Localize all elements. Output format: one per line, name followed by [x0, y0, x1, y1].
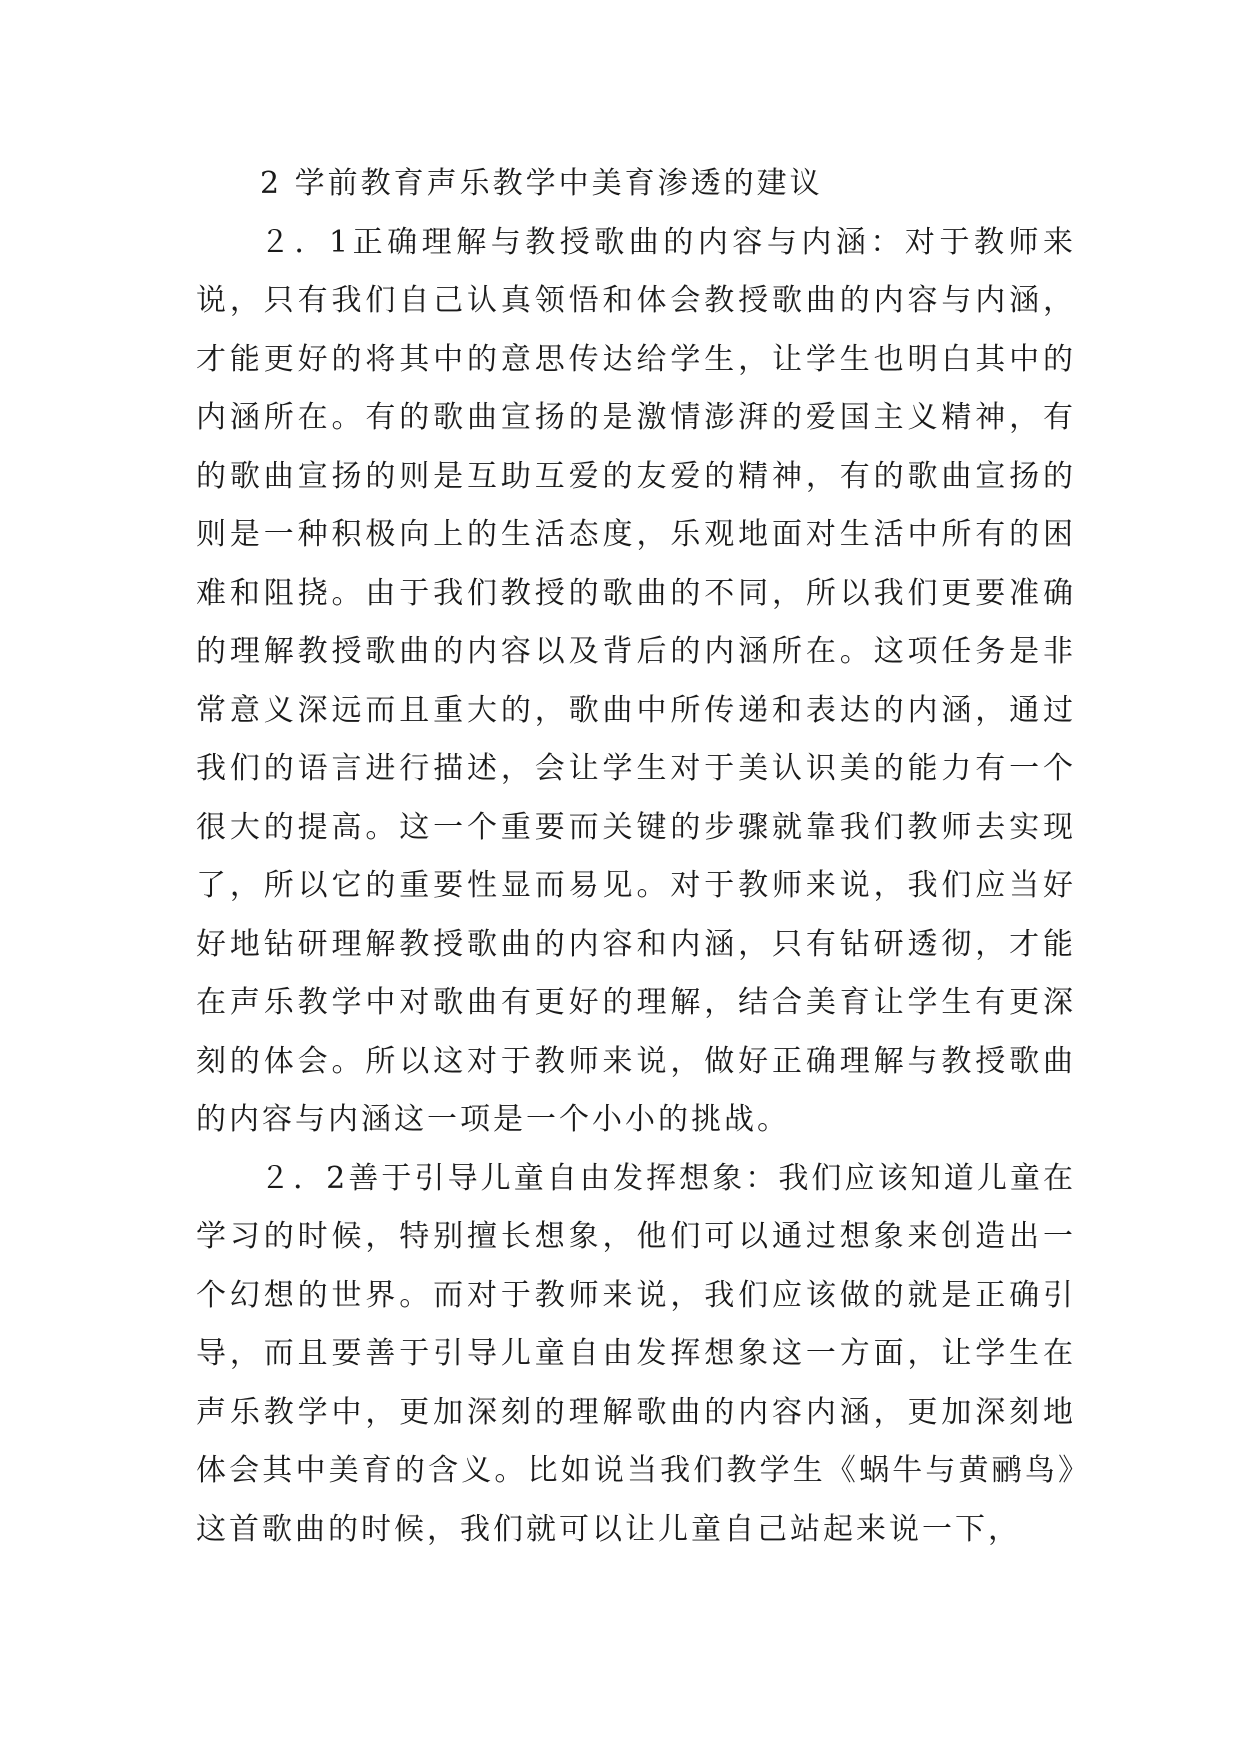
paragraph-2-1: ２．1正确理解与教授歌曲的内容与内涵：对于教师来说，只有我们自己认真领悟和体会教授歌曲的内容与内涵，才能更好的将其中的意思传达给学生，让学生也明白其中的内涵所在。有的歌曲宣扬的是激情澎湃的爱国主义精神，有的歌曲宣扬的则是互助互爱的友爱的精神，有的歌曲宣扬的则是一种积极向上的生活态度，乐观地面对生活中所有的困难和阻挠。由于我们教授的歌曲的不同，所以我们更要准确的理解教授歌曲的内容以及背后的内涵所在。这项任务是非常意义深远而且重大的，歌曲中所传递和表达的内涵，通过我们的语言进行描述，会让学生对于美认识美的能力有一个很大的提高。这一个重要而关键的步骤就靠我们教师去实现了，所以它的重要性显而易见。对于教师来说，我们应当好好地钻研理解教授歌曲的内容和内涵，只有钻研透彻，才能在声乐教学中对歌曲有更好的理解，结合美育让学生有更深刻的体会。所以这对于教师来说，做好正确理解与教授歌曲的内容与内涵这一项是一个小小的挑战。	[196, 224, 1076, 1137]
document-body	[196, 155, 1076, 1559]
paragraph-2-2: ２．2善于引导儿童自由发挥想象：我们应该知道儿童在学习的时候，特别擅长想象，他们可以通过想象来创造出一个幻想的世界。而对于教师来说，我们应该做的就是正确引导，而且要善于引导儿童自由发挥想象这一方面，让学生在声乐教学中，更加深刻的理解歌曲的内容内涵，更加深刻地体会其中美育的含义。比如说当我们教学生《蜗牛与黄鹂鸟》这首歌曲的时候，我们就可以让儿童自己站起来说一下，	[196, 1160, 1076, 1547]
section-heading: 2 学前教育声乐教学中美育渗透的建议	[260, 166, 823, 201]
